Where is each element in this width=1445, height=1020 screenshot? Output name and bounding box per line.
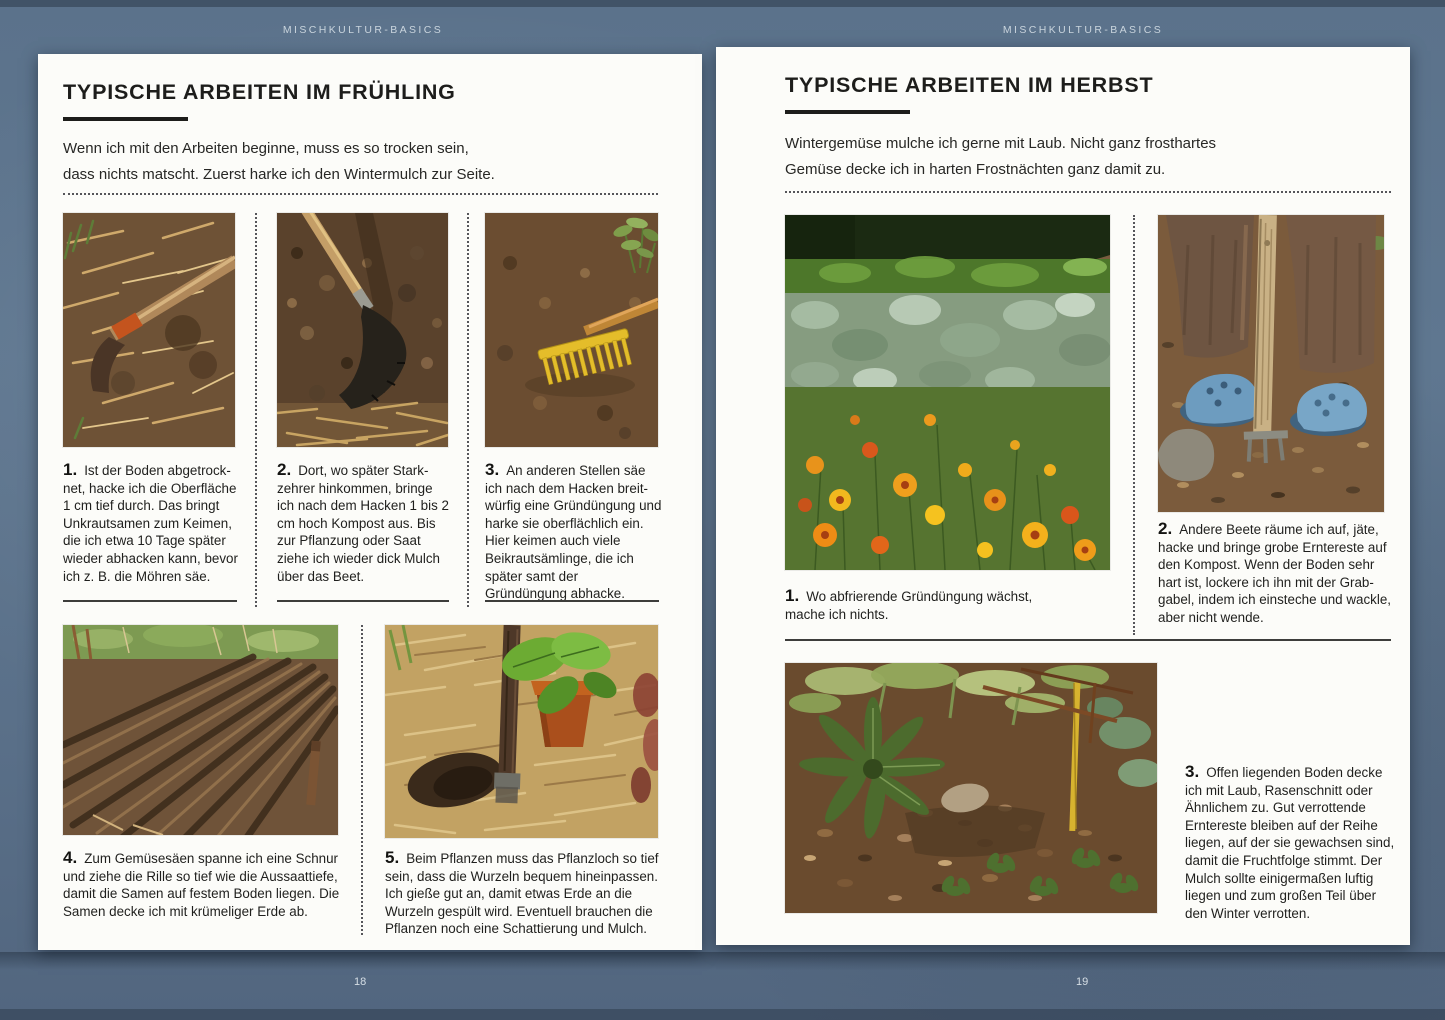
photo-autumn-mulched-bed [785,663,1157,913]
running-head-right: MISCHKULTUR-BASICS [1002,24,1164,36]
page-number-left: 18 [354,976,367,988]
dotted-divider [785,191,1391,193]
cover-edge-top [0,0,1445,7]
step-autumn-3: 3. Offen liegenden Boden decke ich mit Laub, Rasenschnitt oder Ähnlichem zu. Gut verrottende Erntereste bleiben auf der Reihe liegen, auf der sie gewachsen sind, damit die Fruchtfolge stimmt. Der Mulch sollte einigermaßen luftig liegen und zum großen Teil über den Winter verrotten. [1185,762,1395,921]
dotted-col-divider [255,213,257,607]
step-spring-3: 3. An anderen Stellen säe ich nach dem Hacken breitwürfig eine Gründüngung und harke sie oberflächlich ein. Hier keimen auch viele Beikrautsämlinge, die ich später samt der Gründüngung abhacke. [485,460,662,602]
rule [63,600,237,602]
cover-edge-bottom [0,1009,1445,1020]
photo-spring-seed-furrows [63,625,338,835]
dotted-divider [63,193,658,195]
dotted-col-divider [1133,215,1135,635]
photo-autumn-digging-fork-clogs [1158,215,1384,512]
page-title-autumn: TYPISCHE ARBEITEN IM HERBST [785,73,1154,97]
photo-autumn-marigolds-kale [785,215,1110,570]
rule [785,639,1391,641]
photo-spring-hoe-on-mulch [63,213,235,447]
title-underline [63,117,188,121]
dotted-col-divider [467,213,469,607]
photo-spring-yellow-rake [485,213,658,447]
intro-autumn: Wintergemüse mulche ich gerne mit Laub. Nicht ganz frosthartes Gemüse decke ich in harten Frostnächten ganz damit zu. [785,135,1217,178]
rule [277,600,449,602]
page-bottom-shadow [0,952,1445,970]
dotted-col-divider [361,625,363,935]
page-title-spring: TYPISCHE ARBEITEN IM FRÜHLING [63,80,456,104]
page-left-spring [38,54,702,950]
page-number-right: 19 [1076,976,1089,988]
step-autumn-2: 2. Andere Beete räume ich auf, jäte, hacke und bringe grobe Erntereste auf den Kompost. Wenn der Boden sehr hart ist, lockere ich ihn mit der Grabgabel, indem ich einsteche und wackle, aber nicht wende. [1158,519,1391,625]
title-underline [785,110,910,114]
step-spring-5: 5. Beim Pflanzen muss das Pflanzloch so tief sein, dass die Wurzeln bequem hineinpassen. Ich gieße gut an, damit etwas Erde an die Wurzeln gespült wird. Eventuell brauchen die Pflanzen noch eine Schattierung und Mulch. [385,848,659,937]
step-spring-1: 1. Ist der Boden abgetrocknet, hacke ich die Oberfläche 1 cm tief durch. Das bringt Unkrautsamen zum Keimen, die ich etwa 10 Tage später wieder abhacken kann, bevor ich z. B. die Möhren säe. [63,460,238,584]
intro-spring: Wenn ich mit den Arbeiten beginne, muss es so trocken sein, dass nichts matscht. Zuerst harke ich den Wintermulch zur Seite. [63,140,495,183]
photo-spring-dark-hoe-soil [277,213,448,447]
rule [485,600,659,602]
step-spring-2: 2. Dort, wo später Starkzehrer hinkommen, bringe ich nach dem Hacken 1 bis 2 cm hoch Kompost aus. Bis zur Pflanzung oder Saat ziehe ich wieder dick Mulch über das Beet. [277,460,449,584]
running-head-left: MISCHKULTUR-BASICS [282,24,444,36]
page-right-autumn [716,47,1410,945]
photo-spring-seedling-pot-straw [385,625,658,838]
step-spring-4: 4. Zum Gemüsesäen spanne ich eine Schnur und ziehe die Rille so tief wie die Aussaattiefe, damit die Samen auf festem Boden liegen. Die Samen decke ich mit krümeliger Erde ab. [63,848,340,919]
step-autumn-1: 1. Wo abfrierende Gründüngung wächst, mache ich nichts. [785,586,1033,622]
